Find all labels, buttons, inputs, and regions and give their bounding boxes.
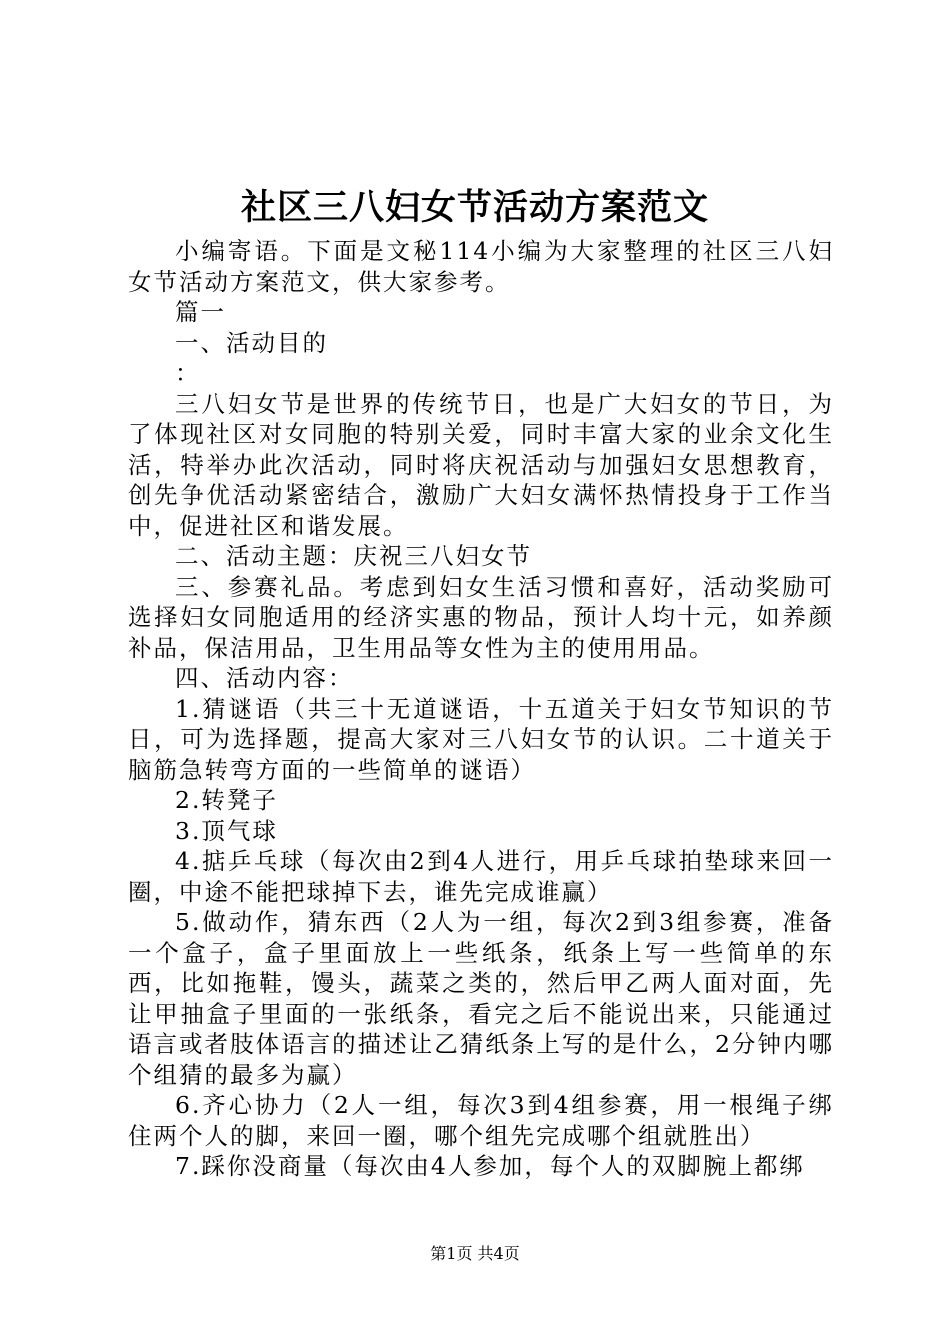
- document-title: 社区三八妇女节活动方案范文: [240, 187, 709, 228]
- paragraph-heading-content: 四、活动内容：: [175, 664, 354, 692]
- document-body: [128, 236, 834, 1182]
- list-item-stools: 2.转凳子: [175, 786, 278, 814]
- paragraph-heading-theme: 二、活动主题：庆祝三八妇女节: [175, 542, 532, 570]
- paragraph-colon: ：: [175, 359, 201, 387]
- list-item-riddles: 1.猜谜语（共三十无道谜语，十五道关于妇女节知识的节日，可为选择题，提高大家对三八妇女节的认识。二十道关于脑筋急转弯方面的一些简单的谜语）: [128, 694, 834, 784]
- paragraph-heading-purpose: 一、活动目的: [175, 328, 328, 357]
- paragraph-section-label: 篇一: [175, 298, 226, 326]
- paragraph-prizes: 三、参赛礼品。考虑到妇女生活习惯和喜好，活动奖励可选择妇女同胞适用的经济实惠的物品，预计人均十元，如养颜补品，保洁用品，卫生用品等女性为主的使用用品。: [128, 572, 834, 662]
- list-item-three-legged: 6.齐心协力（2人一组，每次3到4组参赛，用一根绳子绑住两个人的脚，来回一圈，哪个组先完成哪个组就胜出）: [128, 1091, 834, 1150]
- paragraph-purpose-body: 三八妇女节是世界的传统节日，也是广大妇女的节日，为了体现社区对女同胞的特别关爱，同时丰富大家的业余文化生活，特举办此次活动，同时将庆祝活动与加强妇女思想教育，创先争优活动紧密结合，激励广大妇女满怀热情投身于工作当中，促进社区和谐发展。: [128, 389, 834, 540]
- paragraph-intro: 小编寄语。下面是文秘114小编为大家整理的社区三八妇女节活动方案范文，供大家参考。: [128, 237, 834, 296]
- list-item-balloon-stomp: 7.踩你没商量（每次由4人参加，每个人的双脚腕上都绑: [175, 1152, 805, 1180]
- list-item-charades: 5.做动作，猜东西（2人为一组，每次2到3组参赛，准备一个盒子，盒子里面放上一些纸条，纸条上写一些简单的东西，比如拖鞋，馒头，蔬菜之类的，然后甲乙两人面对面，先让甲抽盒子里面的一张纸条，看完之后不能说出来，只能通过语言或者肢体语言的描述让乙猜纸条上写的是什么，2分钟内哪个组猜的最多为赢）: [128, 908, 834, 1089]
- list-item-pingpong: 4.掂乒乓球（每次由2到4人进行，用乒乓球拍垫球来回一圈，中途不能把球掉下去，谁先完成谁赢）: [128, 847, 834, 906]
- list-item-balloon: 3.顶气球: [175, 816, 278, 845]
- page-footer: 第1页 共4页: [430, 1244, 520, 1263]
